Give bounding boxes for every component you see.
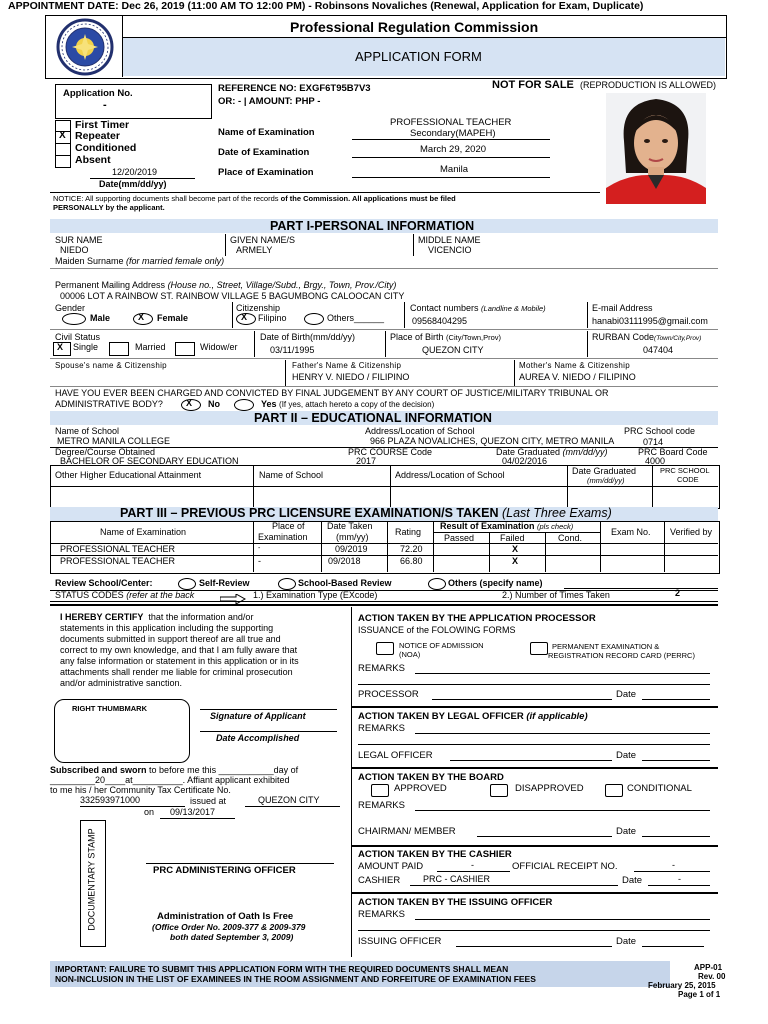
rurban-value: 047404 xyxy=(643,345,674,355)
grad-value: 04/02/2016 xyxy=(502,456,548,466)
amount-paid-value: - xyxy=(471,860,474,870)
school-address-value: 966 PLAZA NOVALICHES, QUEZON CITY, METRO MANILA xyxy=(370,436,615,446)
exam-name-value: PROFESSIONAL TEACHER xyxy=(390,117,512,128)
single-label: Single xyxy=(73,342,99,352)
middle-label: MIDDLE NAME xyxy=(418,235,481,245)
noa-label: NOTICE OF ADMISSION xyxy=(399,641,484,650)
legal-title: ACTION TAKEN BY LEGAL OFFICER (if applicable) xyxy=(358,711,588,722)
important-line2: NON-INCLUSION IN THE LIST OF EXAMINEES IN THE ROOM ASSIGNMENT AND FORFEITURE OF EXAMINATION FEES xyxy=(55,974,536,984)
reference-no: REFERENCE NO: EXGF6T95B7V3 xyxy=(218,83,371,94)
col-date-1: Date Taken xyxy=(327,521,373,531)
gender-label: Gender xyxy=(55,303,86,313)
processor-title: ACTION TAKEN BY THE APPLICATION PROCESSOR xyxy=(358,613,596,624)
commission-title: Professional Regulation Commission xyxy=(290,19,539,35)
other-education-label: Other Higher Educational Attainment xyxy=(55,470,202,480)
prc-school-code-label: PRC School code xyxy=(624,426,696,436)
certify-line5: any false information or statement in this application or in its xyxy=(60,656,299,666)
approved-checkbox[interactable] xyxy=(371,784,389,797)
issuing-date-label: Date xyxy=(616,936,637,947)
arrow-right-icon xyxy=(220,591,246,601)
board-title: ACTION TAKEN BY THE BOARD xyxy=(358,772,504,783)
processor-remarks-label: REMARKS xyxy=(358,663,405,674)
notice-line1: NOTICE: All supporting documents shall become part of the records of the Commission. All applications must be filed xyxy=(53,194,456,203)
processor-date-label: Date xyxy=(616,689,637,700)
status-date-label: Date(mm/dd/yy) xyxy=(99,179,167,189)
subscribed-line2: _________20____at__________. Affiant applicant exhibited xyxy=(50,775,290,785)
issuing-remarks-label: REMARKS xyxy=(358,909,405,920)
disapproved-checkbox[interactable] xyxy=(490,784,508,797)
charged-no-check-mark: X xyxy=(186,398,193,408)
mother-value: AUREA V. NIEDO / FILIPINO xyxy=(519,372,636,382)
married-label: Married xyxy=(135,342,166,352)
part2-title: PART II – EDUCATIONAL INFORMATION xyxy=(254,411,492,425)
exam-place-value: Manila xyxy=(440,164,468,175)
male-label: Male xyxy=(90,313,111,323)
board-date-label: Date xyxy=(616,826,637,837)
issued-date: 09/13/2017 xyxy=(170,807,216,817)
on-label: on xyxy=(144,807,155,817)
not-for-sale: NOT FOR SALE xyxy=(492,79,574,91)
col-place-1: Place of xyxy=(272,521,305,531)
col-exam-no: Exam No. xyxy=(611,527,651,537)
contact-value: 09568404295 xyxy=(412,316,468,326)
others-label: Others______ xyxy=(327,313,385,323)
review-school-label: Review School/Center: xyxy=(55,578,153,588)
amount-paid-label: AMOUNT PAID xyxy=(358,861,424,872)
status-codes-label: STATUS CODES (refer at the back xyxy=(55,590,195,600)
conditioned-label: Conditioned xyxy=(75,142,137,154)
cashier-title: ACTION TAKEN BY THE CASHIER xyxy=(358,849,512,860)
prc-seal-icon xyxy=(52,18,118,76)
board-code-value: 4000 xyxy=(645,456,666,466)
oath-free: Administration of Oath Is Free xyxy=(157,911,294,922)
prc-school-code-value: 0714 xyxy=(643,437,664,447)
charged-no-label: No xyxy=(208,399,220,409)
contact-label: Contact numbers (Landline & Mobile) xyxy=(410,303,546,313)
widow-checkbox[interactable] xyxy=(175,342,195,356)
others-specify-label: Others (specify name) xyxy=(448,578,543,588)
col-date-2: (mm/yy) xyxy=(336,532,369,542)
col-exam-name: Name of Examination xyxy=(100,527,187,537)
other-code-label1: PRC SCHOOL xyxy=(660,466,710,475)
rurban-label: RURBAN Code(Town/City,Prov) xyxy=(592,332,702,342)
ctc-no: 332593971000 xyxy=(80,795,141,805)
exam-row-2-place: - xyxy=(258,556,261,566)
surname-label: SUR NAME xyxy=(55,235,103,245)
maiden-label: Maiden Surname (for married female only) xyxy=(55,256,225,266)
dob-value: 03/11/1995 xyxy=(270,345,315,355)
col-cond: Cond. xyxy=(558,533,583,543)
address-value: 00006 LOT A RAINBOW ST. RAINBOW VILLAGE 5 BAGUMBONG CALOOCAN CITY xyxy=(60,291,405,301)
charged-question-line2: ADMINISTRATIVE BODY? xyxy=(55,399,163,409)
pob-label: Place of Birth (City/Town,Prov) xyxy=(390,332,502,342)
exam-row-1-name: PROFESSIONAL TEACHER xyxy=(60,544,176,554)
other-grad-note: (mm/dd/yy) xyxy=(587,476,625,485)
repeater-label: Repeater xyxy=(75,130,120,142)
exam-date-value: March 29, 2020 xyxy=(420,144,487,155)
legal-date-label: Date xyxy=(616,750,637,761)
col-verified: Verified by xyxy=(670,527,713,537)
applicant-photo xyxy=(606,93,706,204)
school-based-label: School-Based Review xyxy=(298,578,392,588)
exam-row-2-failed: X xyxy=(512,556,519,566)
or-amount: OR: - | AMOUNT: PHP - xyxy=(218,96,321,107)
degree-value: BACHELOR OF SECONDARY EDUCATION xyxy=(60,456,239,466)
notice-line2: PERSONALLY by the applicant. xyxy=(53,203,165,212)
issuance-label: ISSUANCE of the FOLOWING FORMS xyxy=(358,625,516,635)
perrc-sub: REGISTRATION RECORD CARD (PERRC) xyxy=(548,651,695,660)
subscribed-line1: Subscribed and sworn to before me this ___________day of xyxy=(50,765,299,775)
exam-row-1-rating: 72.20 xyxy=(400,544,423,554)
school-value: METRO MANILA COLLEGE xyxy=(57,436,171,446)
office-order: (Office Order No. 2009-377 & 2009-379 xyxy=(152,922,306,932)
part3-title: PART III – PREVIOUS PRC LICENSURE EXAMINATION/S TAKEN (Last Three Exams) xyxy=(120,506,612,520)
self-review-label: Self-Review xyxy=(199,578,250,588)
father-value: HENRY V. NIEDO / FILIPINO xyxy=(292,372,410,382)
self-review-radio[interactable] xyxy=(178,578,196,590)
repeater-check-mark: X xyxy=(59,130,66,141)
administering-officer: PRC ADMINISTERING OFFICER xyxy=(153,865,296,876)
filipino-label: Filipino xyxy=(258,313,287,323)
cashier-label: CASHIER xyxy=(358,875,401,886)
form-code: APP-01 xyxy=(694,963,723,972)
exam-place-label: Place of Examination xyxy=(218,167,314,178)
documentary-stamp-label: DOCUMENTARY STAMP xyxy=(86,828,97,931)
application-no-value: - xyxy=(103,99,107,111)
subscribed-line3: to me his / her Community Tax Certificate No. xyxy=(50,785,231,795)
widow-label: Widow/er xyxy=(200,342,238,352)
dob-label: Date of Birth(mm/dd/yy) xyxy=(260,332,356,342)
absent-label: Absent xyxy=(75,154,111,166)
processor-label: PROCESSOR xyxy=(358,689,419,700)
others-radio[interactable] xyxy=(304,313,324,325)
approved-label: APPROVED xyxy=(394,783,447,794)
exam-row-2-name: PROFESSIONAL TEACHER xyxy=(60,556,176,566)
other-grad-label: Date Graduated xyxy=(572,466,637,476)
exam-name-sub: Secondary(MAPEH) xyxy=(410,128,496,139)
col-passed: Passed xyxy=(444,533,475,543)
appointment-date: APPOINTMENT DATE: Dec 26, 2019 (11:00 AM TO 12:00 PM) - Robinsons Novaliches (Renewal, Application for Exam, Duplicate) xyxy=(8,0,644,12)
middle-value: VICENCIO xyxy=(428,245,472,255)
exam-row-2-date: 09/2018 xyxy=(328,556,361,566)
part1-title: PART I-PERSONAL INFORMATION xyxy=(270,219,475,233)
cashier-value: PRC - CASHIER xyxy=(423,874,491,884)
charged-question-line1: HAVE YOU EVER BEEN CHARGED AND CONVICTED BY FINAL JUDGEMENT BY ANY COURT OF JUSTICE/MILITARY TRIBUNAL OR xyxy=(55,388,609,398)
issuing-officer-label: ISSUING OFFICER xyxy=(358,936,442,947)
cashier-date-label: Date xyxy=(622,875,643,886)
legal-remarks-label: REMARKS xyxy=(358,723,405,734)
given-label: GIVEN NAME/S xyxy=(230,235,296,245)
address-label: Permanent Mailing Address (House no., Street, Village/Subd., Brgy., Town, Prov./City) xyxy=(55,280,397,290)
col-place-2: Examination xyxy=(258,532,308,542)
certify-line7: and/or administrative sanction. xyxy=(60,678,183,688)
col-rating: Rating xyxy=(395,527,422,537)
pob-value: QUEZON CITY xyxy=(422,345,484,355)
board-code-label: PRC Board Code xyxy=(638,447,708,457)
surname-value: NIEDO xyxy=(60,245,89,255)
charged-yes-radio[interactable] xyxy=(234,399,254,411)
office-order-date: both dated September 3, 2009) xyxy=(170,932,294,942)
reproduction-note: (REPRODUCTION IS ALLOWED) xyxy=(580,80,717,90)
board-remarks-label: REMARKS xyxy=(358,800,405,811)
status-date: 12/20/2019 xyxy=(112,167,158,177)
email-value: hanabi03111995@gmail.com xyxy=(592,316,708,326)
application-no-label: Application No. xyxy=(63,88,133,99)
exam-row-1-place: - xyxy=(258,545,261,552)
form-title: APPLICATION FORM xyxy=(355,49,482,64)
charged-yes-label: Yes (If yes, attach hereto a copy of the decision) xyxy=(261,399,435,409)
others-specify-radio[interactable] xyxy=(428,578,446,590)
exam-type-code: 1.) Examination Type (EXcode) xyxy=(253,590,378,600)
married-checkbox[interactable] xyxy=(109,342,129,356)
certify-line4: correct to my own knowledge, and that I am fully aware that xyxy=(60,645,298,655)
noa-sub: (NOA) xyxy=(399,650,421,659)
exam-date-label: Date of Examination xyxy=(218,147,310,158)
degree-label: Degree/Course Obtained xyxy=(55,447,156,457)
col-result: Result of Examination (pls check) xyxy=(440,521,574,531)
certify-line3: documents submitted in support thereof are all true and xyxy=(60,634,281,644)
times-taken-label: 2.) Number of Times Taken xyxy=(502,590,610,600)
other-code-label2: CODE xyxy=(677,475,699,484)
noa-checkbox[interactable] xyxy=(376,642,394,655)
mother-label: Mother's Name & Citizenship xyxy=(519,361,630,370)
exam-row-1-failed: X xyxy=(512,544,519,554)
spouse-label: Spouse's name & Citizenship xyxy=(55,361,167,370)
col-failed: Failed xyxy=(500,533,525,543)
issued-at-label: issued at xyxy=(190,796,227,806)
perrc-checkbox[interactable] xyxy=(530,642,548,655)
certify-line6: attachments shall render me liable for criminal prosecution xyxy=(60,667,293,677)
course-code-value: 2017 xyxy=(356,456,377,466)
given-value: ARMELY xyxy=(236,245,273,255)
exam-row-1-date: 09/2019 xyxy=(335,544,368,554)
other-address-label: Address/Location of School xyxy=(395,470,505,480)
exam-name-label: Name of Examination xyxy=(218,127,315,138)
exam-row-2-rating: 66.80 xyxy=(400,556,423,566)
father-label: Father's Name & Citizenship xyxy=(292,361,402,370)
email-label: E-mail Address xyxy=(592,303,653,313)
times-taken-value: 2 xyxy=(675,588,681,598)
cashier-date-value: - xyxy=(678,874,681,884)
disapproved-label: DISAPPROVED xyxy=(515,783,584,794)
citizenship-label: Citizenship xyxy=(236,303,281,313)
school-based-radio[interactable] xyxy=(278,578,296,590)
civil-status-label: Civil Status xyxy=(55,332,101,342)
first-timer-label: First Timer xyxy=(75,119,130,131)
issued-place: QUEZON CITY xyxy=(258,795,320,805)
important-line1: IMPORTANT: FAILURE TO SUBMIT THIS APPLICATION FORM WITH THE REQUIRED DOCUMENTS SHALL MEAN xyxy=(55,964,509,974)
form-date: February 25, 2015 xyxy=(648,981,716,990)
date-accomplished-label: Date Accomplished xyxy=(216,733,300,743)
conditional-label: CONDITIONAL xyxy=(627,783,692,794)
certify-line2: statements in this application including the supporting xyxy=(60,623,274,633)
school-label: Name of School xyxy=(55,426,120,436)
grad-label: Date Graduated (mm/dd/yy) xyxy=(496,447,608,457)
absent-checkbox[interactable] xyxy=(55,155,71,168)
issuing-title: ACTION TAKEN BY THE ISSUING OFFICER xyxy=(358,897,553,908)
certify-line1: I HEREBY CERTIFY that the information and/or xyxy=(60,612,254,622)
signature-label: Signature of Applicant xyxy=(210,711,306,721)
school-address-label: Address/Location of School xyxy=(365,426,475,436)
female-label: Female xyxy=(157,313,189,323)
page-number: Page 1 of 1 xyxy=(678,990,721,999)
male-radio[interactable] xyxy=(62,313,86,325)
legal-officer-label: LEGAL OFFICER xyxy=(358,750,433,761)
other-school-label: Name of School xyxy=(259,470,324,480)
thumbmark-label: RIGHT THUMBMARK xyxy=(72,704,147,713)
single-check-mark: X xyxy=(57,342,64,352)
chairman-label: CHAIRMAN/ MEMBER xyxy=(358,826,456,837)
official-receipt-value: - xyxy=(672,860,675,870)
form-rev: Rev. 00 xyxy=(698,972,726,981)
perrc-label: PERMANENT EXAMINATION & xyxy=(552,642,660,651)
course-code-label: PRC COURSE Code xyxy=(348,447,433,457)
official-receipt-label: OFFICIAL RECEIPT NO. xyxy=(512,861,618,872)
conditional-checkbox[interactable] xyxy=(605,784,623,797)
female-check-mark: X xyxy=(138,312,145,322)
filipino-check-mark: X xyxy=(241,312,248,322)
